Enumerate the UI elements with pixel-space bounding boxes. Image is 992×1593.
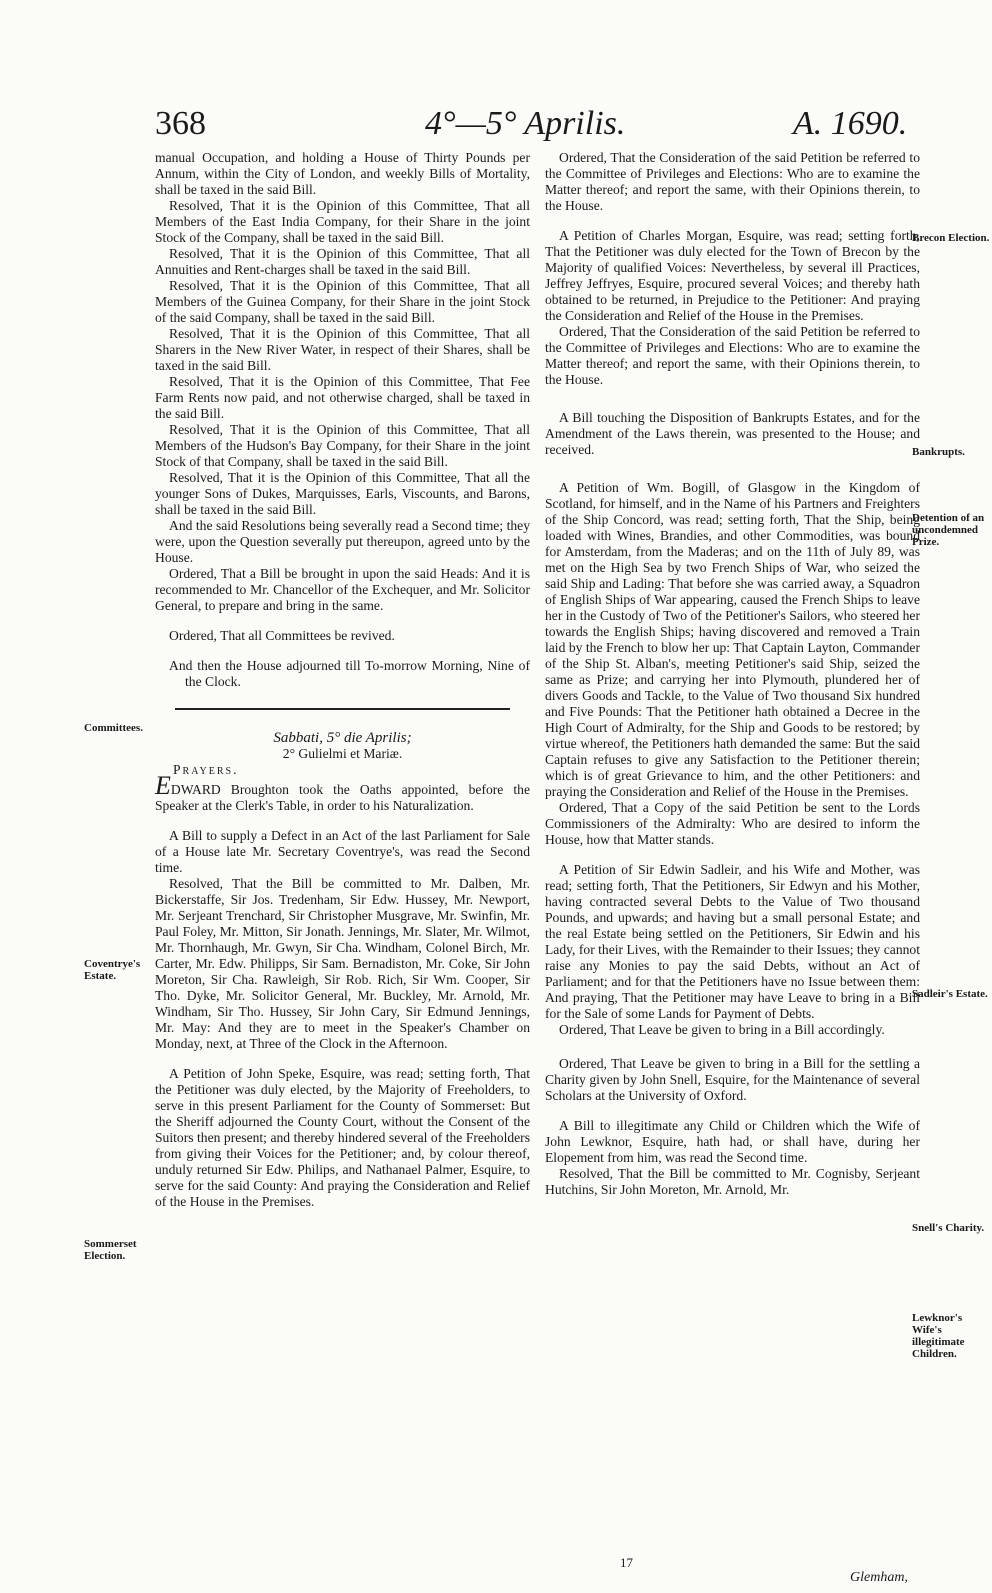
paragraph: Ordered, That Leave be given to bring in a Bill accordingly. [559,1022,885,1037]
paragraph: A Petition of Charles Morgan, Esquire, was read; setting forth, That the Petitioner was duly elected for the Town of Brecon by the Majority of qualified Voices: Nevertheless, by several ill Practices, Jeffrey Jeffryes, Esquire, procured several Voices; and thereby hath obtained to be returned, in Prejudice to the Petitioner: And praying the Consideration and Relief of the House in the Premises. [545,228,920,323]
paragraph: Resolved, That it is the Opinion of this Committee, That all Members of the Hudson's Bay Company, for their Share in the joint Stock of that Company, shall be taxed in the said Bill. [155,422,530,469]
paragraph: Ordered, That the Consideration of the said Petition be referred to the Committee of Privileges and Elections: Who are to examine the Matter thereof; and report the same, with their Opinions therein, to the House. [545,150,920,213]
paragraph: A Petition of Sir Edwin Sadleir, and his Wife and Mother, was read; setting forth, That the Petitioners, Sir Edwyn and his Mother, having contracted several Debts to the Value of Two thousand Pounds, and upwards; and having but a small personal Estate; and the real Estate being settled on the Petitioners, Sir Edwin and his Lady, for their Lives, with the Remainder to their Issues; they cannot raise any Monies to pay the said Debts, without an Act of Parliament; and for that the Petitioners have no Issue between them: And praying, That the Petitioner may have Leave to bring in a Bill for the Sale of some Lands for Payment of Debts. [545,862,920,1021]
paragraph [155,771,530,814]
paragraph: Resolved, That the Bill be committed to Mr. Dalben, Mr. Bickerstaffe, Sir Jos. Tredenham, Sir Edw. Hussey, Mr. Newport, Mr. Serjeant Trenchard, Sir Christopher Musgrave, Mr. Swinfin, Mr. Paul Foley, Mr. Mitton, Sir Jonath. Jennings, Mr. Slater, Mr. Wilmot, Mr. Thornhaugh, Mr. Gwyn, Sir Cha. Windham, Colonel Birch, Mr. Carter, Mr. Edw. Philipps, Sir Sam. Bernadiston, Mr. Coke, Sir John Moreton, Sir Cha. Rawleigh, Sir Rob. Rich, Sir Wm. Cooper, Sir Tho. Dyke, Mr. Solicitor General, Mr. Buckley, Mr. Arnold, Mr. Windham, Sir Tho. Hussey, Sir John Cary, Sir Edmund Jennings, Mr. May: And they are to meet in the Speaker's Chamber on Monday, next, at Three of the Clock in the Afternoon. [155,876,530,1051]
paragraph: A Bill touching the Disposition of Bankrupts Estates, and for the Amendment of the Laws therein, was presented to the House; and received. [545,410,920,457]
margin-note-sadleir: Sadleir's Estate. [912,988,988,1000]
paragraph: Resolved, That it is the Opinion of this Committee, That all Members of the East India Company, for their Share in the joint Stock of the Company, shall be taxed in the said Bill. [155,198,530,245]
paragraph: A Bill to supply a Defect in an Act of the last Parliament for Sale of a House late Mr. Secretary Coventrye's, was read the Second time. [155,828,530,875]
paragraph: Resolved, That it is the Opinion of this Committee, That all Sharers in the New River Water, in respect of their Shares, shall be taxed in the said Bill. [155,326,530,373]
margin-note-detention: Detention of an uncondemned Prize. [912,512,985,548]
paragraph: Resolved, That it is the Opinion of this Committee, That all Members of the Guinea Company, for their Share in the joint Stock of the said Company, shall be taxed in the said Bill. [155,278,530,325]
signature-mark: 17 [620,1555,633,1570]
paragraph: Ordered, That a Bill be brought in upon the said Heads: And it is recommended to Mr. Chancellor of the Exchequer, and Mr. Solicitor General, to prepare and bring in the same. [155,566,530,613]
section-divider [175,708,510,710]
paragraph: A Bill to illegitimate any Child or Children which the Wife of John Lewknor, Esquire, hath had, or shall have, during her Elopement from him, was read the Second time. [545,1118,920,1165]
paragraph: And the said Resolutions being severally read a Second time; they were, upon the Question severally put thereupon, agreed unto by the House. [155,518,530,565]
catchword: Glemham, [850,1570,908,1585]
left-column [155,150,530,1210]
margin-note-committees: Committees. [84,722,143,734]
right-column [545,150,920,1198]
paragraph: Resolved, That it is the Opinion of this Committee, That Fee Farm Rents now paid, and not otherwise charged, shall be taxed in the said Bill. [155,374,530,421]
adjournment-paragraph: And then the House adjourned till To-morrow Morning, Nine of the Clock. [169,658,530,689]
page-date-heading: 4°—5° Aprilis. [425,105,626,142]
margin-note-snell: Snell's Charity. [912,1222,985,1234]
paragraph: A Petition of Wm. Bogill, of Glasgow in the Kingdom of Scotland, for himself, and in the Name of his Partners and Freighters of the Ship Concord, was read; setting forth, That the Ship, being loaded with Wines, Brandies, and other Commodities, was bound for Amsterdam, from the Maderas; and on the 11th of July 89, was met on the High Sea by two French Ships of War, who seized the said Ship and Lading: That before she was carried away, a Squadron of English Ships of War appearing, caused the French Ships to leave her in the Custody of Two of the Petitioner's Sailors, who steered her towards the English Ships; having discovered and removed a Train laid by the French to blow her up: That Captain Layton, Commander of the Ship St. Alban's, meeting Petitioner's said Ship, seized the same as Prize; and carrying her into Plymouth, plundered her of divers Goods and Tackle, to the Value of Two thousand Six hundred and Five Pounds: That the Petitioner hath obtained a Decree in the High Court of Admiralty, for the Ship and Goods to be restored; by virtue whereof, the Petitioners hath demanded the same: But the said Captain refuses to give any Satisfaction to the Petitioner therein; which is of great Grievance to him, and the other Petitioners: and praying the Consideration and Relief of the House in the Premises. [545,480,920,799]
page-year: A. 1690. [793,105,908,142]
paragraph: Ordered, That the Consideration of the said Petition be referred to the Committee of Privileges and Elections: Who are to examine the Matter thereof; and report the same, with their Opinions therein, to the House. [545,324,920,387]
drop-cap: E [155,771,171,800]
paragraph: Ordered, That all Committees be revived. [169,628,395,643]
margin-note-bankrupts: Bankrupts. [912,446,965,458]
margin-note-sommerset: Sommerset Election. [84,1238,137,1262]
paragraph: Ordered, That a Copy of the said Petition be sent to the Lords Commissioners of the Admiralty: Who are desired to inform the House, how that Matter stands. [545,800,920,847]
paragraph-text: DWARD Broughton took the Oaths appointed, before the Speaker at the Clerk's Table, in order to his Naturalization. [155,782,530,813]
paragraph: Ordered, That Leave be given to bring in a Bill for the settling a Charity given by John Snell, Esquire, for the Maintenance of several Scholars at the University of Oxford. [545,1056,920,1103]
margin-note-coventrye: Coventrye's Estate. [84,958,141,982]
margin-note-brecon: Brecon Election. [912,232,990,244]
margin-note-lewknor: Lewknor's Wife's illegitimate Children. [912,1312,965,1360]
prayers-heading: Prayers. [173,762,239,777]
reign-heading: 2° Gulielmi et Mariæ. [282,746,403,761]
page-number: 368 [155,105,206,142]
paragraph: A Petition of John Speke, Esquire, was read; setting forth, That the Petitioner was duly elected, by the Majority of Freeholders, to serve in this present Parliament for the County of Sommerset: But the Sheriff adjourned the County Court, without the Consent of the Suitors then present; and thereby hindered several of the Freeholders from giving their Voices for the Petitioner; and, by colour thereof, unduly returned Sir Edw. Philips, and Nathanael Palmer, Esquire, to serve for the said County: And praying the Consideration and Relief of the House in the Premises. [155,1066,530,1209]
paragraph: manual Occupation, and holding a House of Thirty Pounds per Annum, within the City of London, and weekly Bills of Mortality, shall be taxed in the said Bill. [155,150,530,197]
paragraph: Resolved, That it is the Opinion of this Committee, That all the younger Sons of Dukes, Marquisses, Earls, Viscounts, and Barons, shall be taxed in the said Bill. [155,470,530,517]
day-heading: Sabbati, 5° die Aprilis; [273,730,412,746]
paragraph: Resolved, That it is the Opinion of this Committee, That all Annuities and Rent-charges shall be taxed in the said Bill. [155,246,530,277]
paragraph: Resolved, That the Bill be committed to Mr. Cognisby, Serjeant Hutchins, Sir John Moreton, Mr. Arnold, Mr. [545,1166,920,1197]
